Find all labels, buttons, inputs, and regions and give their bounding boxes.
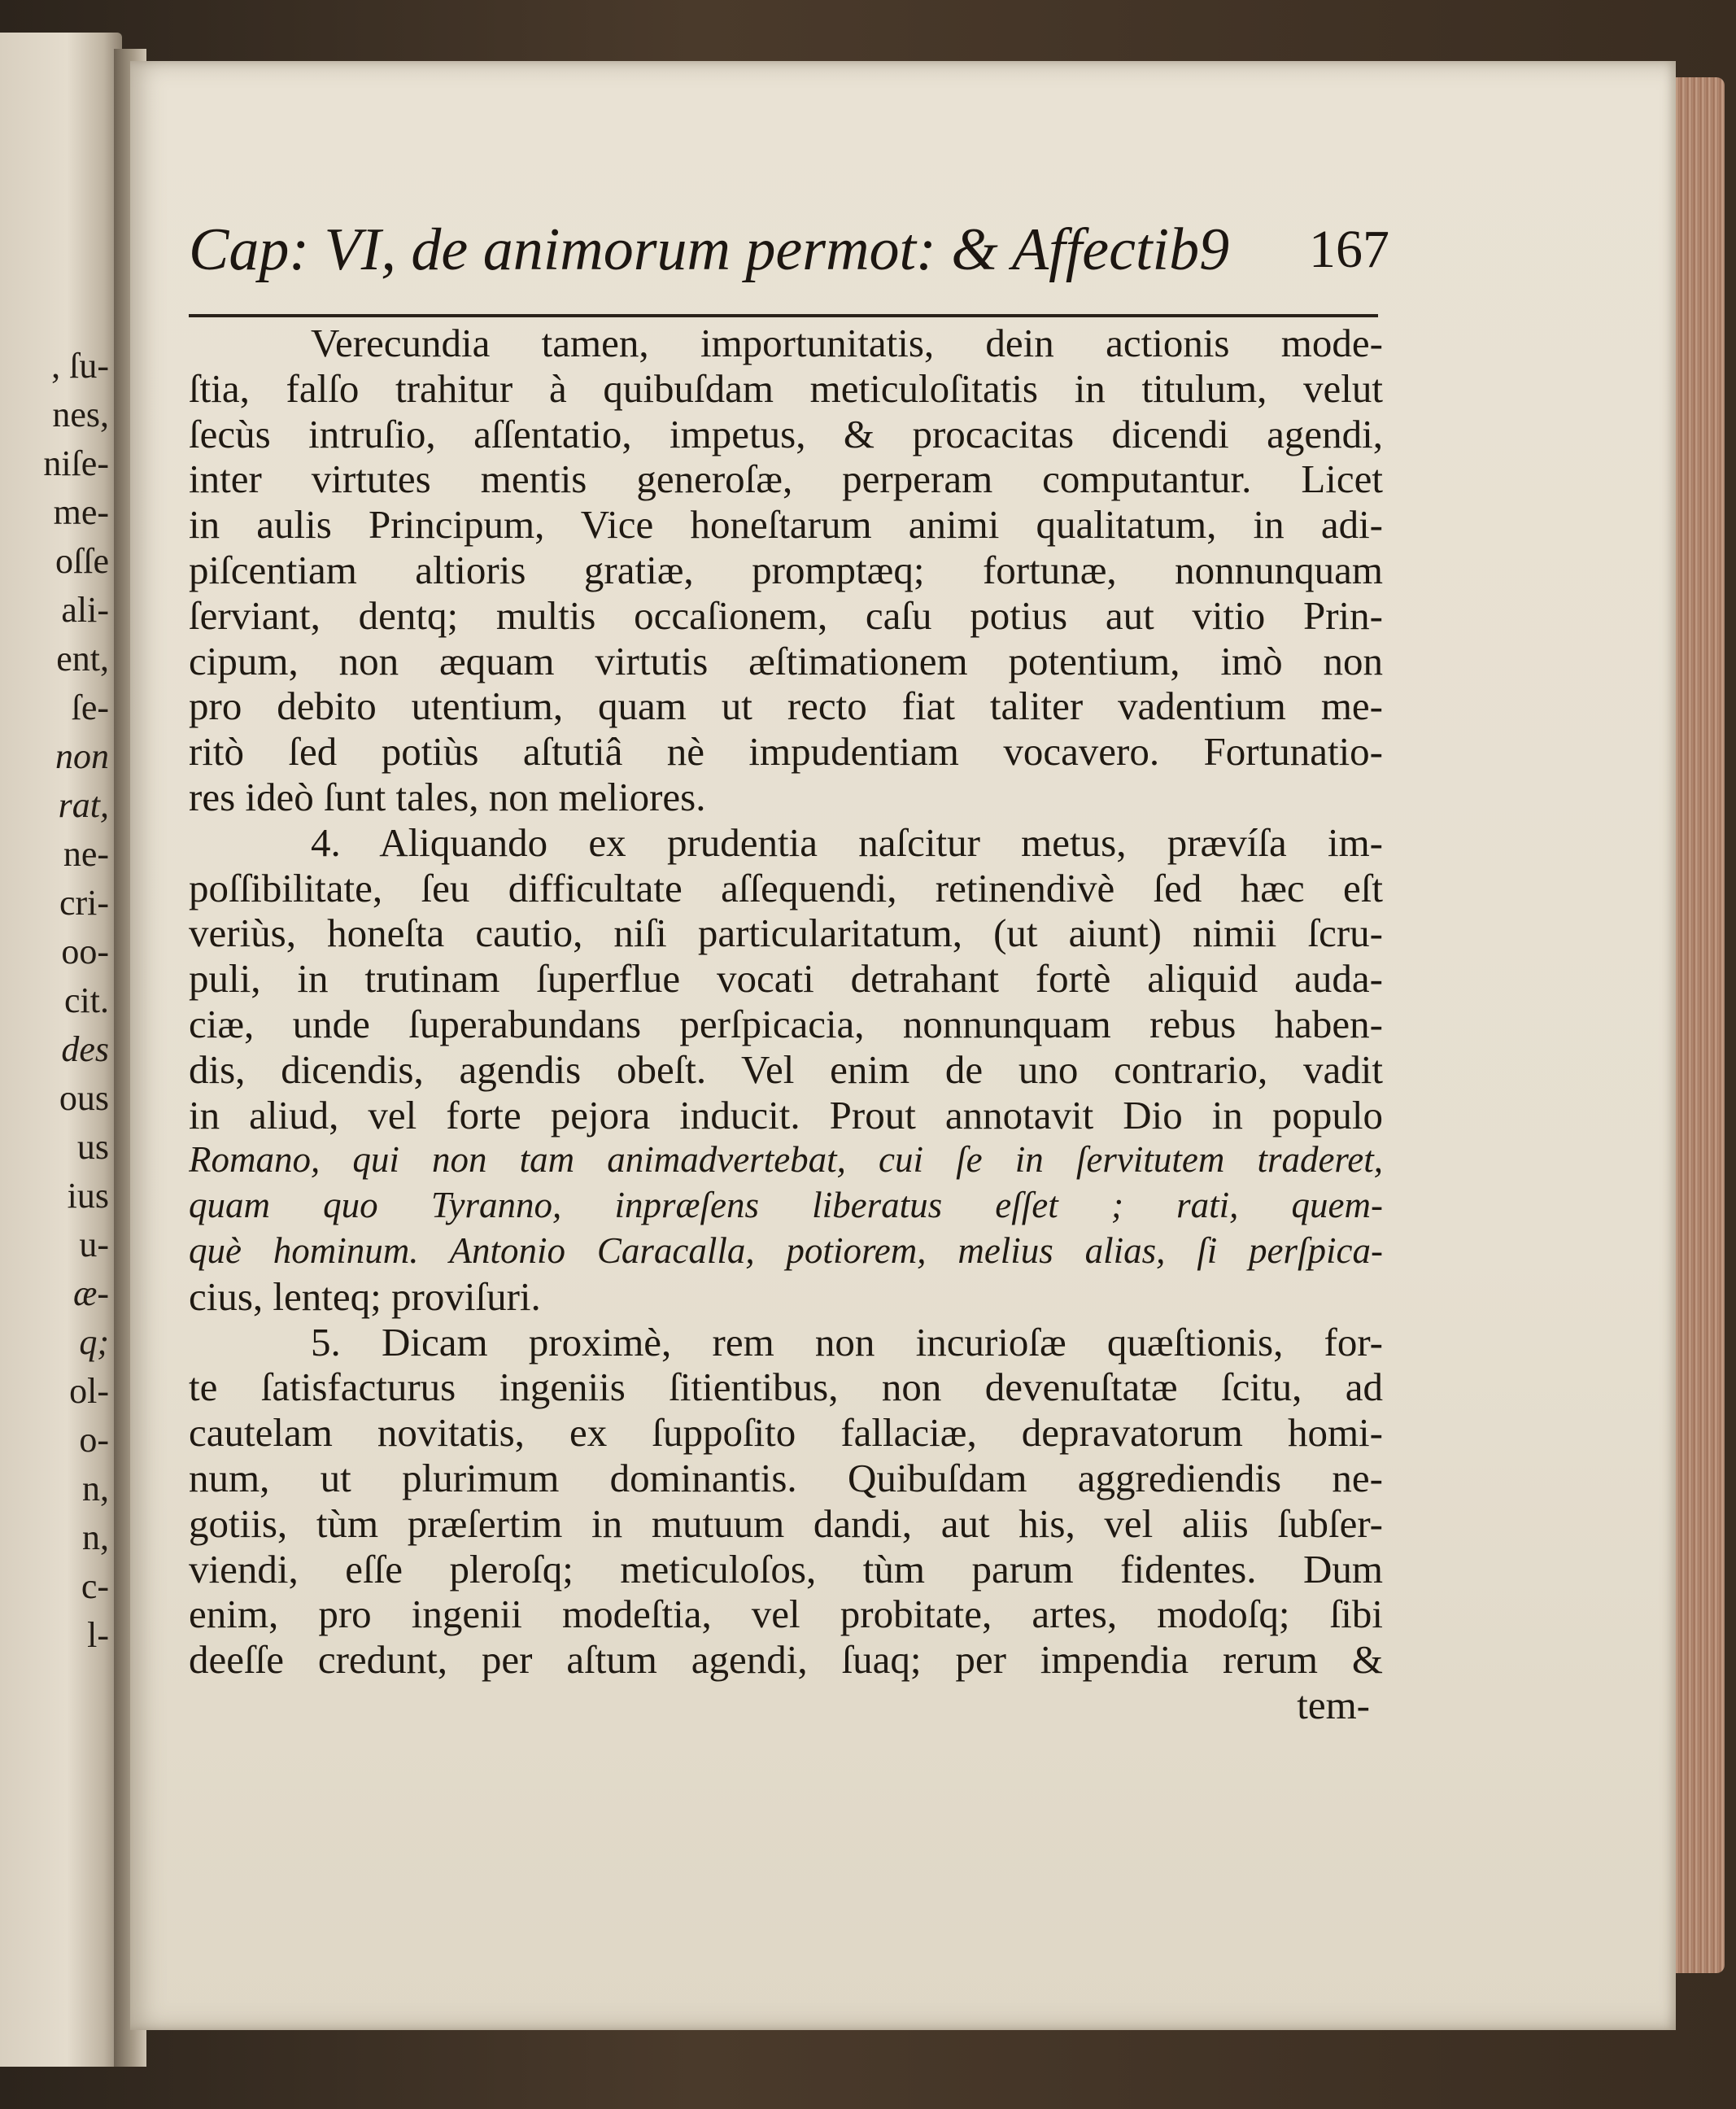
- text-line: ſerviant, dentq; multis occaſionem, caſu potius aut vitio Prin-: [189, 592, 1383, 638]
- left-fragment: ius: [67, 1176, 109, 1216]
- left-fragment: ne-: [63, 834, 109, 874]
- text-line: 5. Dicam proximè, rem non incurioſæ quæſtionis, for-: [311, 1319, 1383, 1365]
- left-fragment: ent,: [56, 639, 109, 679]
- text-line: inter virtutes mentis generoſæ, perperam computantur. Licet: [189, 456, 1383, 502]
- left-fragment: ſe-: [71, 688, 109, 727]
- text-line: pro debito utentium, quam ut recto fiat taliter vadentium me-: [189, 683, 1383, 729]
- text-line: te ſatisfacturus ingeniis ſitientibus, non devenuſtatæ ſcitu, ad: [189, 1365, 1383, 1410]
- running-head: Cap: VI, de animorum permot: & Affectib9: [189, 216, 1230, 283]
- left-fragment: ous: [59, 1078, 109, 1118]
- left-fragment: cri-: [59, 883, 109, 923]
- text-line: res ideò ſunt tales, non meliores.: [189, 774, 706, 819]
- left-fragment: ali-: [61, 590, 109, 630]
- left-fragment: q;: [79, 1322, 109, 1362]
- text-line: què hominum. Antonio Caracalla, potiorem, melius alias, ſi perſpica-: [189, 1229, 1383, 1271]
- left-fragment: cit.: [64, 980, 109, 1020]
- text-line: cipum, non æquam virtutis æſtimationem potentium, imò non: [189, 638, 1383, 683]
- text-line: piſcentiam altioris gratiæ, promptæq; fortunæ, nonnunquam: [189, 547, 1383, 592]
- body-text: [189, 321, 1383, 1728]
- text-line: cautelam novitatis, ex ſuppoſito fallaciæ, depravatorum homi-: [189, 1410, 1383, 1456]
- left-fragment: non: [55, 736, 109, 776]
- text-line: in aliud, vel forte pejora inducit. Prout annotavit Dio in populo: [189, 1092, 1383, 1137]
- text-line: ſtia, falſo trahitur à quibuſdam meticuloſitatis in titulum, velut: [189, 365, 1383, 411]
- left-fragment: us: [76, 1127, 109, 1167]
- text-line: dis, dicendis, agendis obeſt. Vel enim de uno contrario, vadit: [189, 1046, 1383, 1092]
- left-fragment: des: [61, 1029, 109, 1069]
- left-fragment: o-: [79, 1420, 109, 1460]
- left-fragment: n,: [82, 1517, 109, 1557]
- left-fragment: rat,: [58, 785, 109, 825]
- text-line: poſſibilitate, ſeu difficultate aſſequendi, retinendivè ſed hæc eſt: [189, 865, 1383, 910]
- text-line: viendi, eſſe pleroſq; meticuloſos, tùm parum fidentes. Dum: [189, 1546, 1383, 1592]
- text-line: quam quo Tyranno, inpræſens liberatus eſſet ; rati, quem-: [189, 1185, 1383, 1226]
- text-line: veriùs, honeſta cautio, niſi particularitatum, (ut aiunt) nimii ſcru-: [189, 910, 1383, 956]
- catchword: tem-: [1297, 1682, 1370, 1727]
- text-line: in aulis Principum, Vice honeſtarum animi qualitatum, in adi-: [189, 502, 1383, 548]
- text-line: gotiis, tùm præſertim in mutuum dandi, aut his, vel aliis ſubſer-: [189, 1500, 1383, 1546]
- text-line: 4. Aliquando ex prudentia naſcitur metus, prævíſa im-: [311, 819, 1383, 865]
- left-fragment: æ-: [73, 1273, 109, 1313]
- text-line: Verecundia tamen, importunitatis, dein actionis mode-: [311, 321, 1383, 365]
- page-number: 167: [1309, 220, 1389, 279]
- left-fragment: oſſe: [55, 541, 109, 581]
- left-page-fragments: [0, 342, 114, 1660]
- header-rule: [189, 314, 1378, 317]
- text-line: deeſſe credunt, per aſtum agendi, ſuaq; per impendia rerum &: [189, 1637, 1383, 1683]
- left-fragment: me-: [53, 492, 109, 532]
- left-facing-page: [0, 33, 122, 2067]
- text-line: ſecùs intruſio, aſſentatio, impetus, & procacitas dicendi agendi,: [189, 411, 1383, 456]
- left-fragment: , ſu-: [51, 346, 109, 386]
- text-line: puli, in trutinam ſuperflue vocati detrahant fortè aliquid auda-: [189, 956, 1383, 1002]
- left-fragment: ol-: [69, 1371, 109, 1411]
- left-fragment: l-: [87, 1615, 109, 1655]
- text-line: Romano, qui non tam animadvertebat, cui ſe in ſervitutem traderet,: [189, 1139, 1383, 1181]
- left-fragment: c-: [81, 1566, 109, 1606]
- left-fragment: n,: [82, 1469, 109, 1509]
- text-line: ritò ſed potiùs aſtutiâ nè impudentiam vocavero. Fortunatio-: [189, 729, 1383, 775]
- text-line: cius, lenteq; proviſuri.: [189, 1273, 541, 1319]
- text-line: ciæ, unde ſuperabundans perſpicacia, nonnunquam rebus haben-: [189, 1001, 1383, 1046]
- text-line: enim, pro ingenii modeſtia, vel probitate, artes, modoſq; ſibi: [189, 1592, 1383, 1637]
- left-fragment: niſe-: [43, 443, 109, 483]
- left-fragment: oo-: [61, 932, 109, 972]
- left-fragment: nes,: [52, 395, 109, 434]
- left-fragment: u-: [79, 1225, 109, 1264]
- text-line: num, ut plurimum dominantis. Quibuſdam aggrediendis ne-: [189, 1455, 1383, 1500]
